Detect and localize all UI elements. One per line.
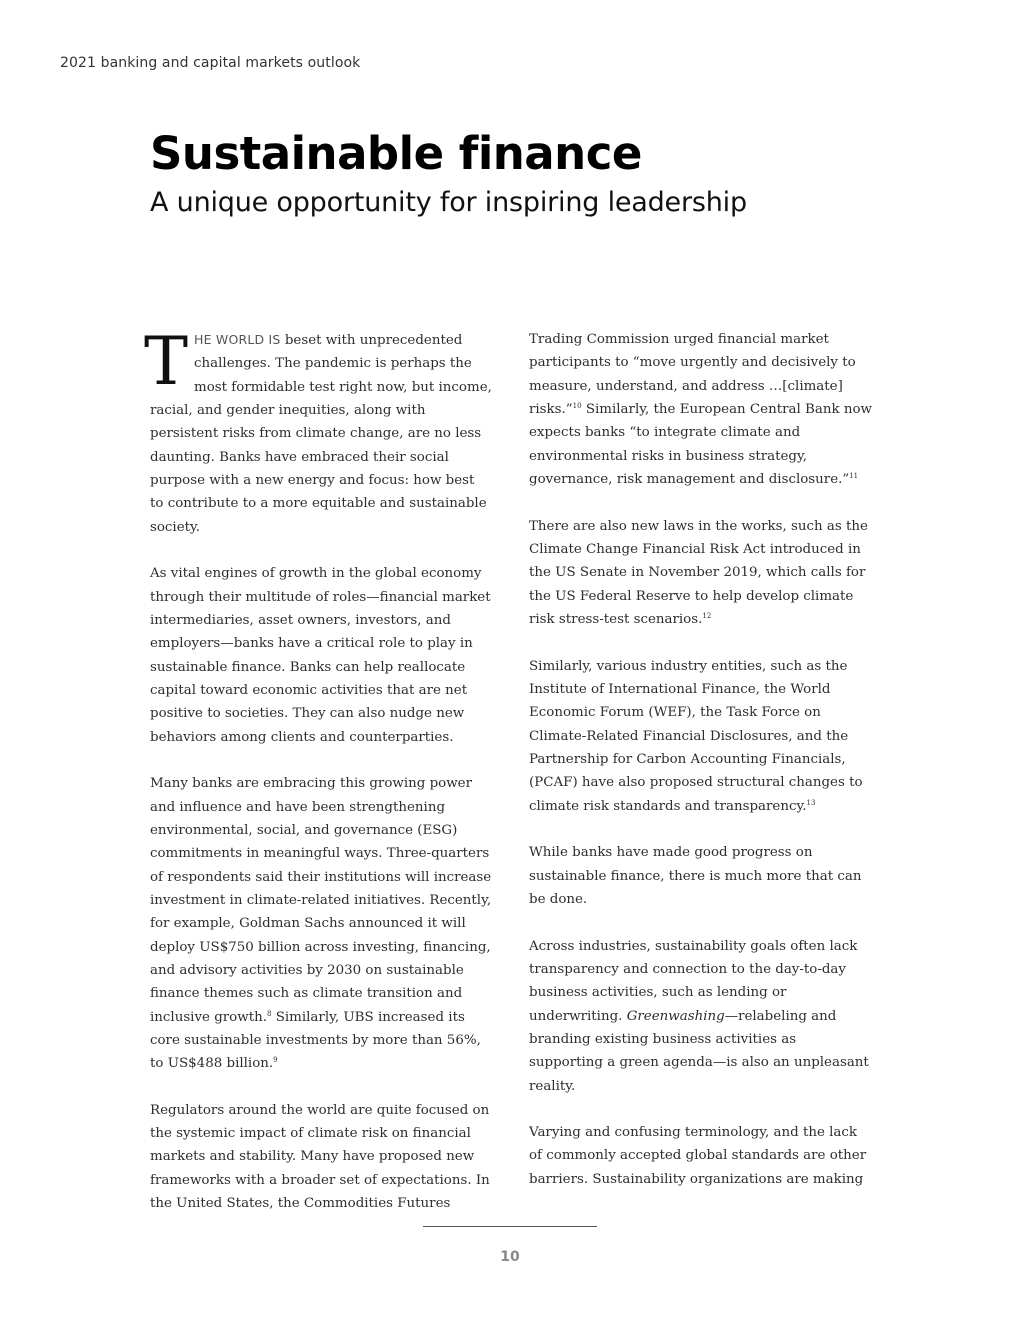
emphasis-term: Greenwashing <box>626 1008 725 1024</box>
paragraph: While banks have made good progress on sustainable finance, there is much more that can be done. <box>529 845 862 907</box>
paragraph: Trading Commission urged financial market participants to “move urgently and decisively to measure, understand, and address …[climate] risks.”$^{10}$ Similarly, the European Central Bank now expects banks “to integrate climate and environmental risks in business strategy, governance, risk management and disclosure.”$^{11}$ <box>529 332 872 487</box>
page-subtitle: A unique opportunity for inspiring leadership <box>150 187 747 218</box>
paragraph: Regulators around the world are quite focused on the systemic impact of climate risk on financial markets and stability. Many have proposed new frameworks with a broader set of expectations. In the United States, the Commodities Futures <box>150 1102 490 1212</box>
page-number: 10 <box>500 1249 520 1265</box>
lead-in: HE WORLD IS <box>194 332 281 347</box>
running-header: 2021 banking and capital markets outlook <box>60 55 361 71</box>
paragraph: There are also new laws in the works, such as the Climate Change Financial Risk Act introduced in the US Senate in November 2019, which calls for the US Federal Reserve to help develop climate risk stress-test scenarios.$^{12}$ <box>529 518 868 627</box>
paragraph-text: beset with unprecedented challenges. The pandemic is perhaps the most formidable test right now, but income, racial, and gender inequities, along with persistent risks from climate change, are no less daunting. Banks have embraced their social purpose with a new energy and focus: how best to contribute to a more equitable and sustainable society. <box>150 333 492 535</box>
paragraph: Many banks are embracing this growing power and influence and have been strengthening environmental, social, and governance (ESG) commitments in meaningful ways. Three-quarters of respondents said their institutions will increase investment in climate-related initiatives. Recently, for example, Goldman Sachs announced it will deploy US$750 billion across investing, financing, and advisory activities by 2030 on sustainable finance themes such as climate transition and inclusive growth.$^8$ Similarly, UBS increased its core sustainable investments by more than 56%, to US$488 billion.$^9$ <box>150 776 492 1072</box>
footnote-ref: 10 <box>572 401 582 410</box>
paragraph: Similarly, various industry entities, such as the Institute of International Finance, the World Economic Forum (WEF), the Task Force on Climate-Related Financial Disclosures, and the Partnership for Carbon Accounting Financials, (PCAF) have also proposed structural changes to climate risk standards and transparency.$^{13}$ <box>529 658 863 814</box>
page-title: Sustainable finance <box>150 127 642 180</box>
footnote-ref: 13 <box>806 798 816 807</box>
footnote-ref: 9 <box>273 1056 278 1065</box>
footnote-ref: 8 <box>266 1009 272 1018</box>
paragraph: As vital engines of growth in the global economy through their multitude of roles—financial market intermediaries, asset owners, investors, and employers—banks have a critical role to play in sustainable finance. Banks can help reallocate capital toward economic activities that are net positive to societies. They can also nudge new behaviors among clients and counterparties. <box>150 566 491 745</box>
drop-cap: T <box>144 323 189 400</box>
paragraph: Varying and confusing terminology, and the lack of commonly accepted global standards are other barriers. Sustainability organizations are making <box>529 1125 867 1187</box>
paragraph-intro <box>144 323 492 539</box>
footnote-ref: 12 <box>702 611 712 620</box>
footer-divider <box>423 1226 597 1227</box>
paragraph: Across industries, sustainability goals often lack transparency and connection to the day-to-day business activities, such as lending or underwriting. Greenwashing—relabeling and branding existing business activities as supporting a green agenda—is also an unpleasant reality. <box>529 938 869 1094</box>
right-column <box>529 328 874 1214</box>
footnote-ref: 11 <box>849 471 859 480</box>
left-column <box>144 323 492 1239</box>
